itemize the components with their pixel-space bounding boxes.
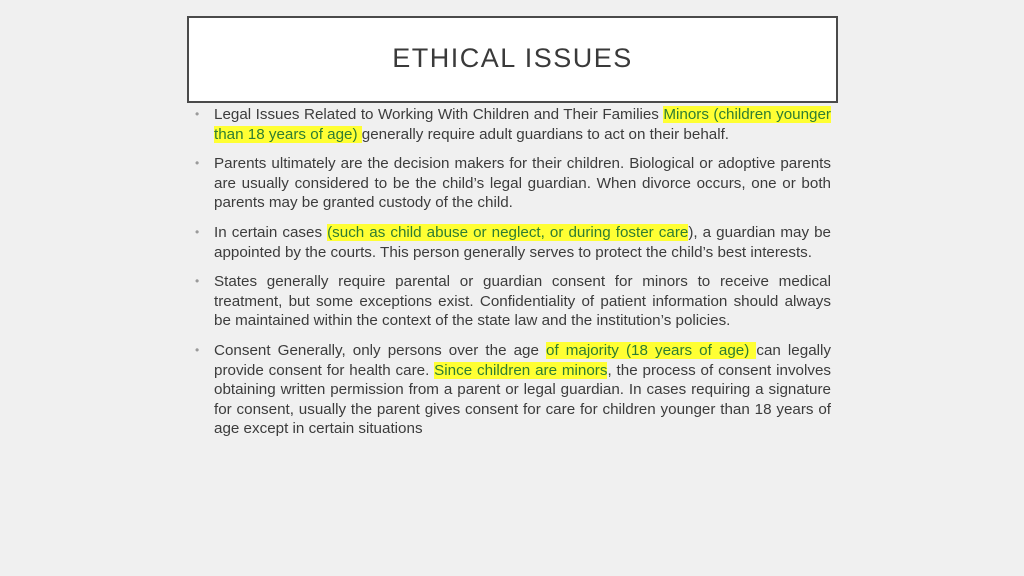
bullet-dot-icon: • [195,274,200,289]
bullet-text: , the process of consent involves obtaining written permission from a parent or legal guardian. In cases requiring a signature for consent, usually the parent gives consent for care for children younger than 18 years of age except in certain situations [214,361,831,438]
bullet-dot-icon: • [195,342,200,357]
bullet-text: Consent Generally, only persons over the age [214,341,546,359]
bullet-item [195,341,831,439]
bullet-text: can legally provide consent for health care. [214,341,831,379]
bullet-text: generally require adult guardians to act on their behalf. [361,125,730,143]
bullet-dot-icon: • [195,156,200,171]
slide-title: ETHICAL ISSUES [392,43,633,73]
highlighted-text: Minors (children younger than 18 years of age) [214,106,831,143]
bullet-item [195,223,831,262]
slide-title-box [187,16,838,103]
bullet-item [195,272,831,331]
bullet-dot-icon: • [195,224,200,239]
bullet-text: Parents ultimately are the decision makers for their children. Biological or adoptive parents are usually considered to be the child’s legal guardian. When divorce occurs, one or both parents may be granted custody of the child. [214,155,831,212]
highlighted-text: Since children are minors [434,361,608,379]
bullet-text: ), a guardian may be appointed by the courts. This person generally serves to protect the child’s best interests. [214,223,831,261]
bullet-item [195,105,831,144]
bullet-text: Legal Issues Related to Working With Children and Their Families [214,106,664,123]
highlighted-text: (such as child abuse or neglect, or during foster care [327,223,689,241]
bullet-list [195,105,831,449]
bullet-text: States generally require parental or guardian consent for minors to receive medical treatment, but some exceptions exist. Confidentiality of patient information should always be maintained within the context of the state law and the institution’s policies. [214,273,831,330]
bullet-item [195,154,831,213]
bullet-text: In certain cases [214,223,328,241]
bullet-dot-icon: • [195,107,200,121]
highlighted-text: of majority (18 years of age) [546,341,757,359]
